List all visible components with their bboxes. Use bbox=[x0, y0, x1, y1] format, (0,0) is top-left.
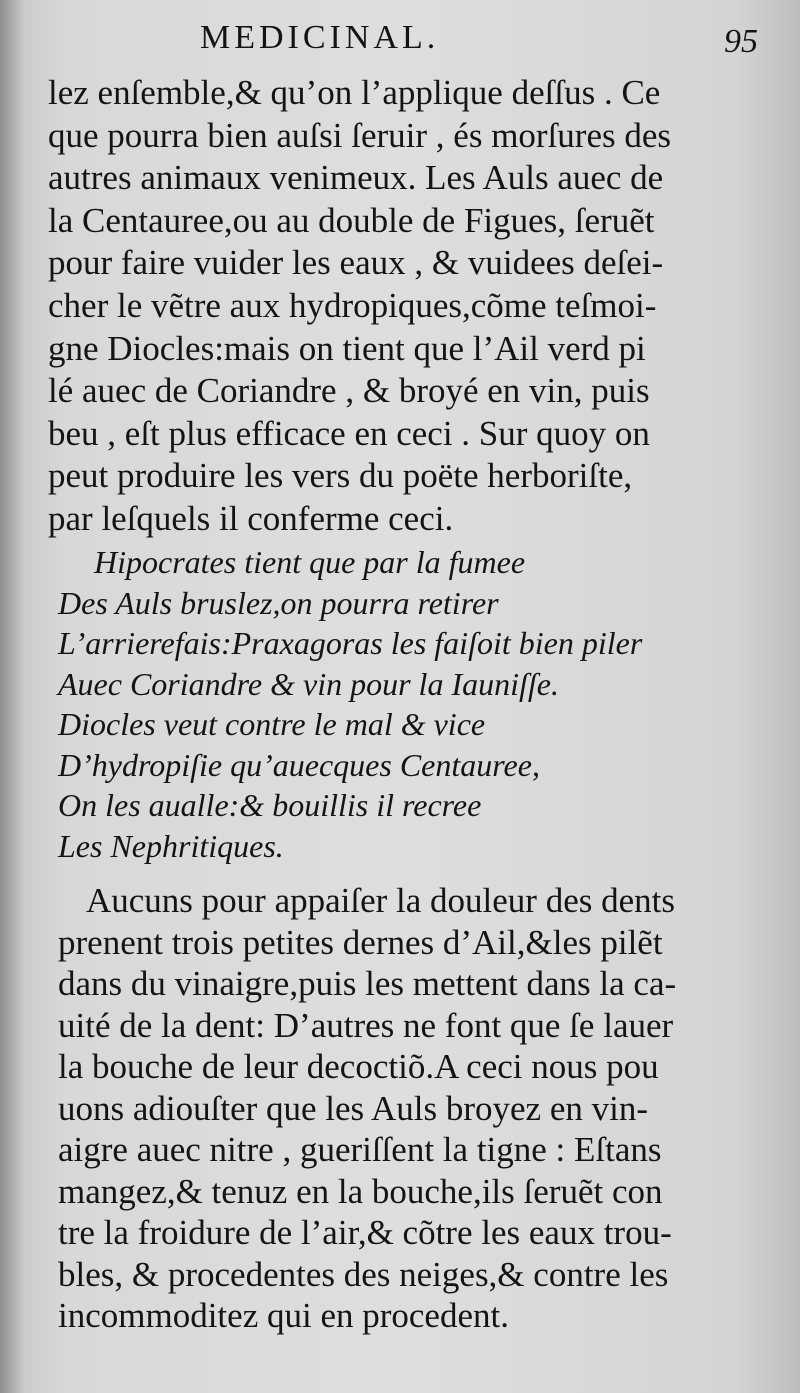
text-line: lé auec de Coriandre , & broyé en vin, puis bbox=[48, 371, 650, 411]
text-line: autres animaux venimeux. Les Auls auec de bbox=[48, 158, 664, 198]
verse-line: L’arrierefais:Praxagoras les faiſoit bien piler bbox=[58, 625, 643, 661]
text-line: gne Diocles:mais on tient que l’Ail verd pi bbox=[48, 328, 646, 368]
binding-shadow bbox=[0, 0, 24, 1393]
text-line: pour faire vuider les eaux , & vuidees deſei- bbox=[48, 243, 664, 283]
running-head: MEDICINAL. bbox=[200, 19, 440, 56]
text-line: mangez,& tenuz en la bouche,ils ſeruẽt con bbox=[58, 1171, 663, 1211]
verse-line: Auec Coriandre & vin pour la Iauniſſe. bbox=[58, 665, 559, 702]
page-number: 95 bbox=[724, 23, 758, 60]
text-line: bles, & procedentes des neiges,& contre les bbox=[58, 1254, 669, 1294]
paragraph-two bbox=[58, 880, 768, 1337]
text-line: uité de la dent: D’autres ne font que ſe lauer bbox=[58, 1005, 674, 1045]
verse-line: Des Auls bruslez,on pourra retirer bbox=[58, 584, 499, 621]
verse-quotation bbox=[58, 542, 758, 866]
verse-line: D’hydropiſie qu’auecques Centauree, bbox=[58, 746, 540, 783]
text-line: peut produire les vers du poëte herboriſte, bbox=[48, 456, 633, 496]
verse-line: Les Nephritiques. bbox=[58, 827, 284, 864]
text-line: la Centauree,ou au double de Figues, ſeruẽt bbox=[48, 200, 655, 240]
paragraph-one bbox=[48, 72, 768, 541]
text-line: lez enſemble,& qu’on l’applique deſſus . Ce bbox=[48, 73, 661, 112]
text-line: Aucuns pour appaiſer la douleur des dents bbox=[86, 881, 676, 920]
text-line: la bouche de leur decoctiõ.A ceci nous pou bbox=[58, 1047, 659, 1086]
text-line: uons adiouſter que les Auls broyez en vin- bbox=[58, 1088, 649, 1128]
text-line: prenent trois petites dernes d’Ail,&les pilẽt bbox=[58, 922, 663, 962]
text-line: incommoditez qui en procedent. bbox=[58, 1296, 509, 1335]
text-line: tre la froidure de l’air,& cõtre les eaux trou- bbox=[58, 1213, 672, 1252]
text-line: que pourra bien auſsi ſeruir , és morſures des bbox=[48, 115, 672, 155]
text-line: dans du vinaigre,puis les mettent dans la ca- bbox=[58, 964, 677, 1003]
verse-line: Hipocrates tient que par la fumee bbox=[94, 544, 526, 580]
text-line: beu , eſt plus efficace en ceci . Sur quoy on bbox=[48, 413, 650, 453]
text-line: aigre auec nitre , gueriſſent la tigne : Eſtans bbox=[58, 1130, 662, 1169]
text-line: par leſquels il conferme ceci. bbox=[48, 498, 454, 538]
verse-line: Diocles veut contre le mal & vice bbox=[58, 706, 486, 742]
text-line: cher le vẽtre aux hydropiques,cõme teſmoi- bbox=[48, 285, 657, 325]
verse-line: On les aualle:& bouillis il recree bbox=[58, 787, 482, 823]
